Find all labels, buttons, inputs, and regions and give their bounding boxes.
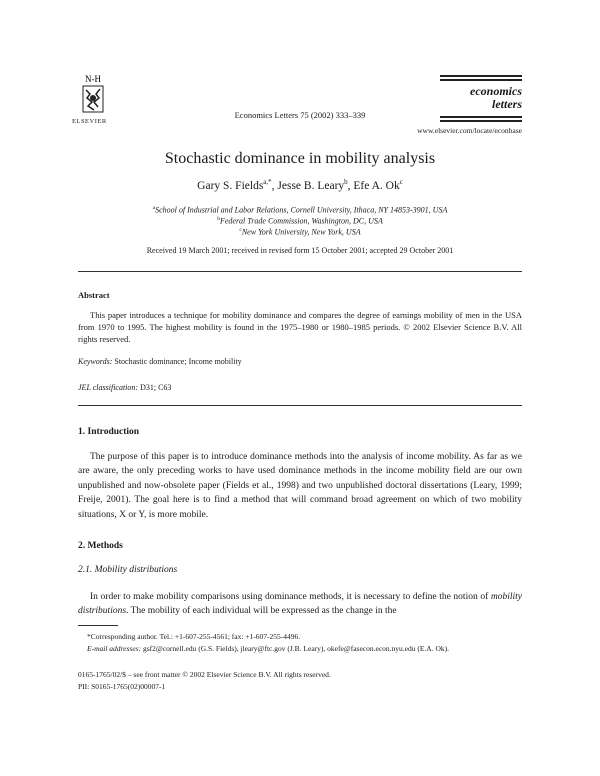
section-heading-introduction: 1. Introduction bbox=[78, 427, 140, 437]
author-name: Jesse B. Leary bbox=[277, 179, 345, 192]
author-mark: b bbox=[344, 178, 348, 186]
affiliation-c: $^c$New York University, New York, USA bbox=[239, 227, 361, 237]
author-name: Efe A. Ok bbox=[353, 179, 400, 192]
pii-line: PII: S0165-1765(02)00007-1 bbox=[78, 682, 166, 691]
author-list: Gary S. Fields$^{a,*}$, Jesse B. Leary$^b$, Efe A. Ok$^c$ bbox=[197, 178, 403, 192]
jel-classification: JEL classification: D31; C63 bbox=[78, 383, 172, 392]
keywords: Keywords: Stochastic dominance; Income mobility bbox=[78, 357, 242, 366]
abstract-bottom-rule bbox=[78, 405, 522, 406]
paper-title: Stochastic dominance in mobility analysis bbox=[164, 150, 436, 167]
affiliation-a: $^a$School of Industrial and Labor Relations, Cornell University, Ithaca, NY 14853-3901, USA bbox=[152, 205, 448, 215]
author-mark: a,* bbox=[263, 178, 272, 186]
email-addresses-note: E-mail addresses: gsf2@cornell.edu (G.S. Fields), jleary@ftc.gov (J.B. Leary), okefe@fasecon.econ.nyu.edu (E.A. Ok). bbox=[87, 644, 450, 653]
abstract-top-rule bbox=[78, 271, 522, 272]
journal-name-line2: letters bbox=[492, 97, 522, 111]
brand-rule-bottom bbox=[440, 116, 522, 118]
footnote-rule bbox=[78, 625, 118, 626]
mobility-distributions-paragraph: In order to make mobility comparisons using dominance methods, it is necessary to define the notion of mobility distributions. The mobility of each individual will be expressed as the change in the bbox=[78, 592, 522, 617]
brand-rule-bottom-2 bbox=[440, 120, 522, 122]
corresponding-author-note: *Corresponding author. Tel.: +1-607-255-4561; fax: +1-607-255-4496. bbox=[87, 632, 301, 641]
logo-mark-text: N-H bbox=[85, 74, 101, 84]
brand-rule-top-2 bbox=[440, 79, 522, 81]
affiliation-b: $^b$Federal Trade Commission, Washington, DC, USA bbox=[217, 216, 383, 226]
abstract-heading: Abstract bbox=[78, 290, 110, 300]
introduction-paragraph: The purpose of this paper is to introduce dominance methods into the analysis of income mobility. As far as we are aware, the only preceding works to have used dominance methods in the income mobility field are our own unpublished and now-obsolete paper (Fields et al., 1998) and two unpublished doctoral dissertations (Leary, 1999; Freije, 2001). The goal here is to find a method that will command broad agreement on which of two mobility situations, X or Y, is more mobile. bbox=[78, 452, 522, 520]
subsection-heading-mobility-distributions: 2.1. Mobility distributions bbox=[78, 565, 178, 575]
section-heading-methods: 2. Methods bbox=[78, 541, 123, 551]
author-name: Gary S. Fields bbox=[197, 179, 264, 192]
abstract-text: This paper introduces a technique for mobility dominance and compares the degree of earnings mobility of men in the USA from 1970 to 1995. The highest mobility is found in the 1975–1980 or 1980–1985 periods. © 2002 Elsevier Science B.V. All rights reserved. bbox=[78, 310, 522, 345]
elsevier-wordmark: ELSEVIER bbox=[72, 118, 107, 125]
journal-name-line1: economics bbox=[470, 84, 522, 98]
journal-website-link[interactable]: www.elsevier.com/locate/econbase bbox=[417, 126, 522, 135]
brand-rule-top bbox=[440, 75, 522, 77]
author-mark: c bbox=[399, 178, 403, 186]
issn-copyright-line: 0165-1765/02/$ – see front matter © 2002 Elsevier Science B.V. All rights reserved. bbox=[78, 670, 331, 679]
received-dates: Received 19 March 2001; received in revised form 15 October 2001; accepted 29 October 2001 bbox=[146, 246, 454, 255]
journal-citation: Economics Letters 75 (2002) 333–339 bbox=[234, 110, 366, 120]
